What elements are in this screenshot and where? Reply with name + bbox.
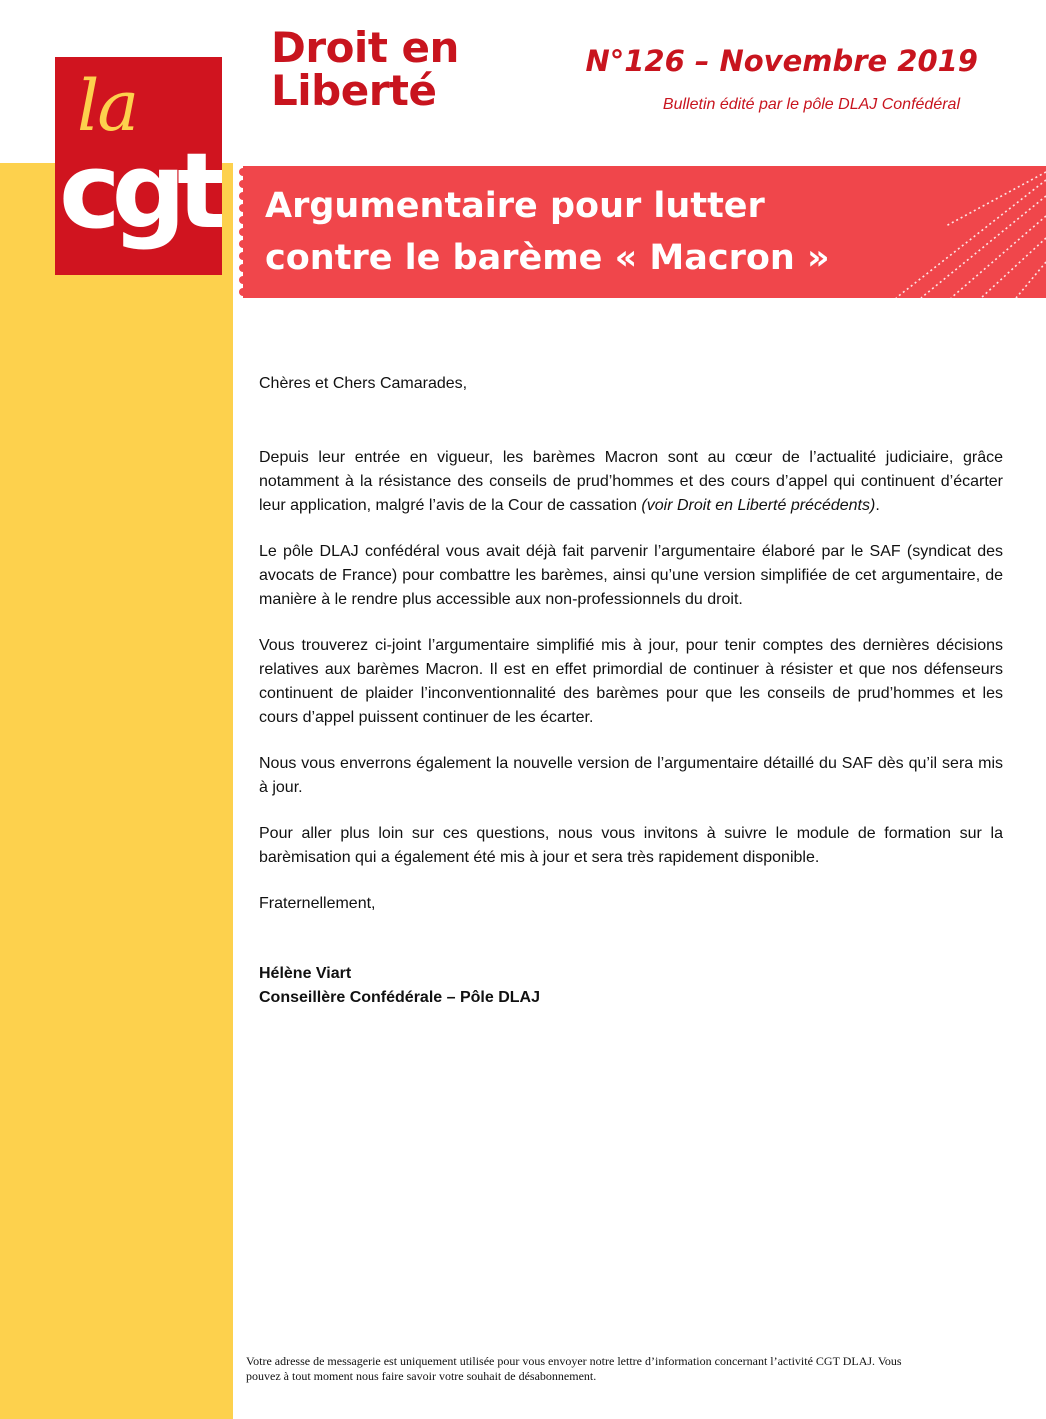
document-title [265,180,830,284]
letter-greeting: Chères et Chers Camarades, [259,375,468,392]
issue-number: N°126 – Novembre 2019 [585,44,978,78]
publisher-line: Bulletin édité par le pôle DLAJ Confédéral [662,96,960,113]
title-banner [243,166,1046,298]
yellow-side-band [0,163,233,1419]
document-title-line1: Argumentaire pour lutter [265,186,765,226]
letter-paragraph-1 [259,446,1003,518]
letter-paragraph-4: Nous vous enverrons également la nouvelle version de l’argumentaire détaillé du SAF dès qu’il sera mis à jour. [259,755,1003,796]
document-title-line2: contre le barème « Macron » [265,238,830,278]
publication-title-line1: Droit en [271,23,459,72]
publication-title [271,23,459,115]
letter-paragraph-2: Le pôle DLAJ confédéral vous avait déjà fait parvenir l’argumentaire élaboré par le SAF (syndicat des avocats de France) pour combattre les barèmes, ainsi qu’une version simplifiée de cet argumentaire, de manière à le rendre plus accessible aux non-professionnels du droit. [259,543,1003,608]
paragraph-1-text: Depuis leur entrée en vigueur, les barèmes Macron sont au cœur de l’actualité judiciaire, grâce notamment à la résistance des conseils de prud’hommes et des cours d’appel qui continuent d’écarter leur application, malgré l’avis de la Cour de cassation [259,449,1003,514]
logo-cgt-text: cgt [59,130,218,252]
banner-rays-decoration [866,166,1046,298]
signature-name: Hélène Viart [259,965,352,982]
paragraph-1-reference: (voir Droit en Liberté précédents) [641,497,876,514]
privacy-footer: Votre adresse de messagerie est uniquement utilisée pour vous envoyer notre lettre d’information concernant l’activité CGT DLAJ. Vous pouvez à tout moment nous faire savoir votre souhait de désabonnement. [246,1354,902,1383]
letter-paragraph-5: Pour aller plus loin sur ces questions, nous vous invitons à suivre le module de formation sur la barèmisation qui a également été mis à jour et sera très rapidement disponible. [259,825,1003,866]
letter-body [259,372,1003,1010]
publication-title-line2: Liberté [271,66,437,115]
letter-closing: Fraternellement, [259,895,376,912]
signature-title: Conseillère Confédérale – Pôle DLAJ [259,989,540,1006]
paragraph-1-end: . [875,497,880,514]
logo-la-text: la [77,65,138,147]
cgt-logo [55,57,222,275]
letter-paragraph-3: Vous trouverez ci-joint l’argumentaire simplifié mis à jour, pour tenir comptes des dernières décisions relatives aux barèmes Macron. Il est en effet primordial de continuer à résister et que nos défenseurs continuent de plaider l’inconventionnalité des barèmes pour que les conseils de prud’hommes et les cours d’appel puissent continuer de les écarter. [259,637,1003,726]
